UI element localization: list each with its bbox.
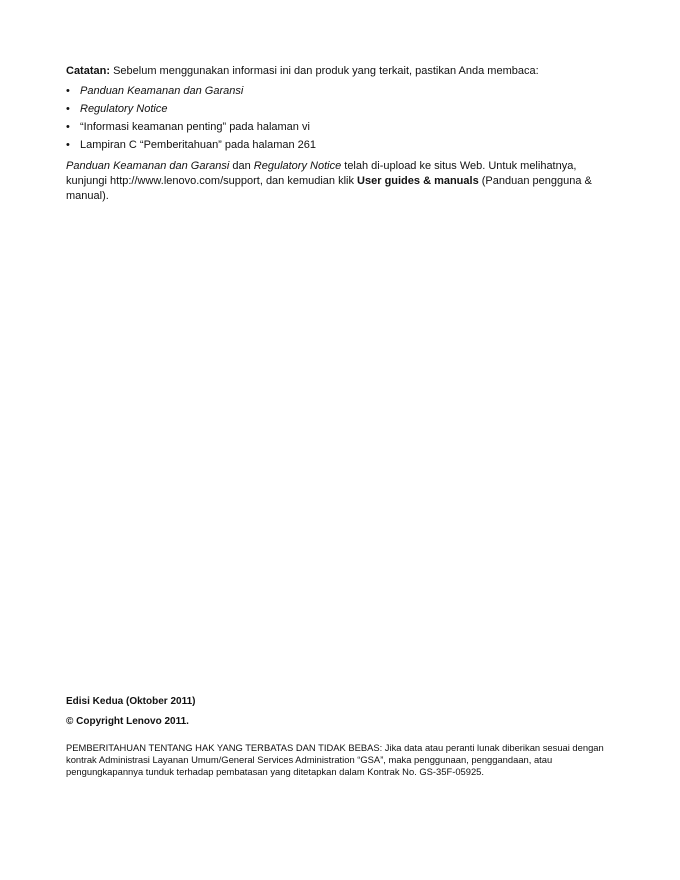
document-list <box>66 84 611 153</box>
bullet-icon: • <box>66 103 70 115</box>
user-guides-link-text: User guides & manuals <box>357 175 479 187</box>
list-item-text: “Informasi keamanan penting” pada halaman vi <box>80 121 310 133</box>
list-item-safety-guide <box>66 84 611 99</box>
bullet-icon: • <box>66 139 70 151</box>
paragraph-text-visit: telah di-upload ke situs Web. Untuk melihatnya, kunjungi http://www.lenovo.com/support, dan kemudian klik <box>66 160 577 187</box>
list-item-regulatory-notice <box>66 102 611 117</box>
paragraph-regulatory-title: Regulatory Notice <box>253 160 342 172</box>
paragraph-text-and: dan <box>229 160 254 172</box>
bullet-icon: • <box>66 85 70 97</box>
bullet-icon: • <box>66 121 70 133</box>
list-item-text: Panduan Keamanan dan Garansi <box>80 85 244 97</box>
copyright-line: © Copyright Lenovo 2011. <box>66 716 189 727</box>
list-item-safety-info <box>66 120 611 135</box>
restricted-rights-notice: PEMBERITAHUAN TENTANG HAK YANG TERBATAS DAN TIDAK BEBAS: Jika data atau peranti lunak diberikan sesuai dengan kontrak Administrasi Layanan Umum/General Services Administration “GSA”, maka penggunaan, penggandaan, atau pengungkapannya tunduk terhadap pembatasan yang ditetapkan dalam Kontrak No. GS-35F-05925. <box>66 742 604 777</box>
note-text: Sebelum menggunakan informasi ini dan produk yang terkait, pastikan Anda membaca: <box>110 65 539 77</box>
list-item-appendix-c <box>66 138 611 153</box>
list-item-text: Lampiran C “Pemberitahuan” pada halaman 261 <box>80 139 317 151</box>
footer-section <box>66 695 611 778</box>
edition-line: Edisi Kedua (Oktober 2011) <box>66 696 196 707</box>
paragraph-safety-guide-title: Panduan Keamanan dan Garansi <box>66 160 230 172</box>
list-item-text: Regulatory Notice <box>80 103 168 115</box>
notice-section <box>66 64 611 204</box>
note-label: Catatan: <box>66 65 111 77</box>
paragraph-text-end: (Panduan pengguna & manual). <box>66 175 592 202</box>
note-line <box>66 64 611 79</box>
upload-paragraph <box>66 159 611 204</box>
